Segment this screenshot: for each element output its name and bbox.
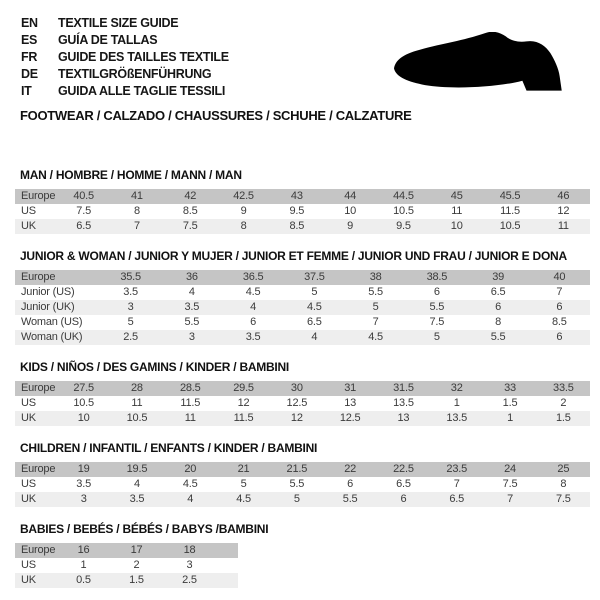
size-value-cell: 6.5 <box>307 316 322 328</box>
size-value-cell: 12.5 <box>339 412 361 424</box>
row-label-cell: UK <box>21 412 36 424</box>
size-table-title: BABIES / BEBÉS / BÉBÉS / BABYS /BAMBINI <box>20 522 269 536</box>
size-value-cell: 9 <box>347 220 354 232</box>
size-value-cell: 10.5 <box>499 220 521 232</box>
size-value-cell: 5.5 <box>289 478 305 490</box>
size-value-cell: 12 <box>237 397 250 409</box>
size-value-cell: 21 <box>237 463 250 475</box>
language-label: TEXTILGRÖßENFÜHRUNG <box>58 67 212 81</box>
size-value-cell: 8 <box>240 220 247 232</box>
row-label-cell: Junior (US) <box>21 286 75 298</box>
header <box>0 0 600 124</box>
filler-cell <box>216 543 238 558</box>
size-value-cell: 40.5 <box>73 190 94 202</box>
size-table-title: KIDS / NIÑOS / DES GAMINS / KINDER / BAMBINI <box>20 360 290 374</box>
size-value-cell: 6 <box>250 316 257 328</box>
row-label-cell: US <box>21 205 36 217</box>
row-label-cell: Woman (US) <box>21 316 83 328</box>
size-value-cell: 37.5 <box>304 271 325 283</box>
size-value-cell: 6 <box>400 493 407 505</box>
size-value-cell: 5 <box>240 478 247 490</box>
size-value-cell: 4.5 <box>182 478 198 490</box>
size-value-cell: 5.5 <box>490 331 506 343</box>
size-value-cell: 19 <box>77 463 90 475</box>
table-row <box>15 204 590 219</box>
size-value-cell: 7.5 <box>502 478 518 490</box>
size-value-cell: 6 <box>556 331 563 343</box>
size-value-cell: 17 <box>130 544 143 556</box>
size-value-cell: 3.5 <box>76 478 91 490</box>
size-table-section <box>15 361 590 426</box>
size-value-cell: 13 <box>397 412 410 424</box>
size-table-section <box>15 523 590 588</box>
size-value-cell: 46 <box>557 190 570 202</box>
size-value-cell: 11 <box>451 205 463 217</box>
row-label-cell: US <box>21 478 36 490</box>
table-row <box>15 381 590 396</box>
size-value-cell: 5 <box>127 316 134 328</box>
dress-shoe-icon <box>394 32 570 94</box>
size-value-cell: 5 <box>311 286 318 298</box>
size-value-cell: 6.5 <box>396 478 411 490</box>
size-value-cell: 11.5 <box>500 205 520 217</box>
size-table-title: CHILDREN / INFANTIL / ENFANTS / KINDER / BAMBINI <box>20 441 318 455</box>
size-value-cell: 2.5 <box>123 331 138 343</box>
size-value-cell: 6.5 <box>449 493 465 505</box>
size-value-cell: 10 <box>344 205 357 217</box>
size-value-cell: 3 <box>186 559 193 571</box>
table-row <box>15 411 590 426</box>
size-value-cell: 1.5 <box>129 574 144 586</box>
size-table <box>15 543 238 588</box>
size-value-cell: 23.5 <box>446 463 468 475</box>
size-value-cell: 3.5 <box>184 301 200 313</box>
size-value-cell: 11 <box>131 397 143 409</box>
size-value-cell: 1.5 <box>555 412 571 424</box>
size-value-cell: 5 <box>293 493 300 505</box>
size-value-cell: 8.5 <box>182 205 198 217</box>
table-row <box>15 573 238 588</box>
size-value-cell: 9.5 <box>396 220 411 232</box>
language-label: GUIDE DES TAILLES TEXTILE <box>58 50 229 64</box>
table-row <box>15 300 590 315</box>
size-value-cell: 22.5 <box>393 463 414 475</box>
size-value-cell: 11 <box>184 412 196 424</box>
table-row <box>15 477 590 492</box>
table-row <box>15 396 590 411</box>
row-label-cell: Europe <box>21 382 56 394</box>
table-row <box>15 219 590 234</box>
size-value-cell: 2 <box>133 559 140 571</box>
size-value-cell: 7 <box>453 478 460 490</box>
size-value-cell: 11.5 <box>233 412 254 424</box>
row-label-cell: Junior (UK) <box>21 301 75 313</box>
size-value-cell: 4 <box>188 286 195 298</box>
size-value-cell: 4 <box>133 478 140 490</box>
size-value-cell: 7 <box>372 316 379 328</box>
size-value-cell: 13 <box>344 397 357 409</box>
size-value-cell: 42 <box>184 190 197 202</box>
size-value-cell: 9.5 <box>289 205 305 217</box>
size-value-cell: 39 <box>492 271 505 283</box>
row-label-cell: Europe <box>21 190 56 202</box>
size-value-cell: 7.5 <box>76 205 91 217</box>
table-row <box>15 330 590 345</box>
table-row <box>15 285 590 300</box>
size-value-cell: 9 <box>240 205 247 217</box>
size-value-cell: 21.5 <box>286 463 308 475</box>
size-value-cell: 28.5 <box>179 382 201 394</box>
size-value-cell: 10 <box>450 220 463 232</box>
language-label: GUIDA ALLE TAGLIE TESSILI <box>58 84 226 98</box>
size-value-cell: 30 <box>290 382 303 394</box>
table-row <box>15 543 238 558</box>
size-value-cell: 45 <box>450 190 463 202</box>
size-value-cell: 6.5 <box>490 286 506 298</box>
size-value-cell: 0.5 <box>76 574 91 586</box>
size-value-cell: 1 <box>453 397 460 409</box>
size-value-cell: 2.5 <box>182 574 197 586</box>
size-table-title: JUNIOR & WOMAN / JUNIOR Y MUJER / JUNIOR ET FEMME / JUNIOR UND FRAU / JUNIOR E DONA <box>20 249 567 263</box>
size-value-cell: 5.5 <box>368 286 383 298</box>
table-row <box>15 462 590 477</box>
size-value-cell: 42.5 <box>233 190 254 202</box>
size-value-cell: 4 <box>311 331 318 343</box>
row-label-cell: US <box>21 397 36 409</box>
size-value-cell: 3.5 <box>123 286 138 298</box>
size-value-cell: 4 <box>187 493 194 505</box>
size-value-cell: 11 <box>557 220 569 232</box>
size-table <box>15 189 590 234</box>
size-value-cell: 6 <box>433 286 440 298</box>
row-label-cell: Europe <box>21 271 56 283</box>
size-value-cell: 36 <box>185 271 198 283</box>
size-value-cell: 7 <box>556 286 563 298</box>
size-value-cell: 7 <box>507 493 513 505</box>
table-row <box>15 270 590 285</box>
size-value-cell: 35.5 <box>120 271 141 283</box>
size-value-cell: 4.5 <box>245 286 261 298</box>
size-value-cell: 5.5 <box>429 301 445 313</box>
row-label-cell: Europe <box>21 544 56 556</box>
size-value-cell: 4.5 <box>368 331 383 343</box>
size-value-cell: 32 <box>450 382 463 394</box>
language-label: GUÍA DE TALLAS <box>58 33 158 47</box>
size-value-cell: 38.5 <box>426 271 448 283</box>
size-value-cell: 7.5 <box>555 493 571 505</box>
size-value-cell: 11.5 <box>180 397 201 409</box>
size-value-cell: 16 <box>77 544 90 556</box>
size-value-cell: 7.5 <box>182 220 198 232</box>
size-value-cell: 10.5 <box>393 205 414 217</box>
row-label-cell: UK <box>21 493 36 505</box>
size-value-cell: 2 <box>560 397 567 409</box>
size-table-title: MAN / HOMBRE / HOMME / MANN / MAN <box>20 168 242 182</box>
size-value-cell: 3 <box>188 331 195 343</box>
size-value-cell: 31 <box>344 382 357 394</box>
size-value-cell: 38 <box>369 271 382 283</box>
language-code: ES <box>21 33 38 47</box>
size-table <box>15 462 590 507</box>
size-value-cell: 8 <box>560 478 567 490</box>
size-table-section <box>15 442 590 507</box>
size-value-cell: 44.5 <box>393 190 414 202</box>
size-value-cell: 6.5 <box>76 220 91 232</box>
size-value-cell: 6 <box>347 478 354 490</box>
size-value-cell: 6 <box>495 301 502 313</box>
table-row <box>15 492 590 507</box>
size-value-cell: 4.5 <box>307 301 322 313</box>
language-label: TEXTILE SIZE GUIDE <box>58 16 179 30</box>
size-table-section <box>15 250 590 345</box>
size-value-cell: 3 <box>80 493 87 505</box>
size-value-cell: 28 <box>131 382 143 394</box>
size-value-cell: 44 <box>344 190 357 202</box>
size-value-cell: 8.5 <box>552 316 567 328</box>
language-code: FR <box>21 50 38 64</box>
size-value-cell: 13.5 <box>446 412 468 424</box>
size-value-cell: 12 <box>290 412 303 424</box>
filler-cell <box>216 573 238 588</box>
size-value-cell: 1 <box>507 412 513 424</box>
row-label-cell: Europe <box>21 463 56 475</box>
size-value-cell: 33.5 <box>553 382 574 394</box>
category-title: FOOTWEAR / CALZADO / CHAUSSURES / SCHUHE / CALZATURE <box>20 108 412 123</box>
size-value-cell: 19.5 <box>126 463 148 475</box>
size-value-cell: 3.5 <box>245 331 261 343</box>
size-tables <box>15 169 590 588</box>
table-row <box>15 189 590 204</box>
size-value-cell: 10 <box>77 412 90 424</box>
size-value-cell: 3 <box>127 301 134 313</box>
size-value-cell: 29.5 <box>233 382 254 394</box>
row-label-cell: Woman (UK) <box>21 331 83 343</box>
size-value-cell: 45.5 <box>499 190 521 202</box>
size-value-cell: 7.5 <box>429 316 445 328</box>
size-table <box>15 381 590 426</box>
size-value-cell: 41 <box>131 190 143 202</box>
row-label-cell: UK <box>21 220 36 232</box>
table-row <box>15 558 238 573</box>
size-value-cell: 43 <box>290 190 303 202</box>
language-row <box>21 15 600 32</box>
size-value-cell: 7 <box>133 220 140 232</box>
size-value-cell: 25 <box>557 463 570 475</box>
row-label-cell: UK <box>21 574 36 586</box>
size-value-cell: 8.5 <box>289 220 305 232</box>
size-value-cell: 27.5 <box>73 382 94 394</box>
size-value-cell: 13.5 <box>393 397 414 409</box>
size-value-cell: 6 <box>556 301 563 313</box>
size-value-cell: 40 <box>553 271 566 283</box>
size-value-cell: 8 <box>495 316 502 328</box>
table-row <box>15 315 590 330</box>
size-value-cell: 8 <box>133 205 140 217</box>
size-value-cell: 10.5 <box>73 397 94 409</box>
size-value-cell: 10.5 <box>126 412 148 424</box>
size-value-cell: 20 <box>184 463 197 475</box>
size-value-cell: 4 <box>250 301 257 313</box>
size-value-cell: 12.5 <box>286 397 308 409</box>
size-value-cell: 22 <box>344 463 357 475</box>
filler-cell <box>216 558 238 573</box>
row-label-cell: US <box>21 559 36 571</box>
language-code: IT <box>21 84 32 98</box>
size-table-section <box>15 169 590 234</box>
size-value-cell: 5 <box>372 301 379 313</box>
size-value-cell: 1 <box>80 559 87 571</box>
size-value-cell: 31.5 <box>393 382 414 394</box>
size-value-cell: 18 <box>183 544 196 556</box>
language-code: EN <box>21 16 38 30</box>
size-value-cell: 33 <box>504 382 516 394</box>
size-value-cell: 12 <box>557 205 570 217</box>
language-code: DE <box>21 67 38 81</box>
size-value-cell: 1.5 <box>502 397 518 409</box>
size-value-cell: 3.5 <box>129 493 145 505</box>
size-table <box>15 270 590 345</box>
size-value-cell: 24 <box>504 463 516 475</box>
size-value-cell: 36.5 <box>242 271 264 283</box>
size-value-cell: 5.5 <box>342 493 358 505</box>
size-value-cell: 4.5 <box>236 493 251 505</box>
size-value-cell: 5 <box>433 331 440 343</box>
size-value-cell: 5.5 <box>184 316 200 328</box>
